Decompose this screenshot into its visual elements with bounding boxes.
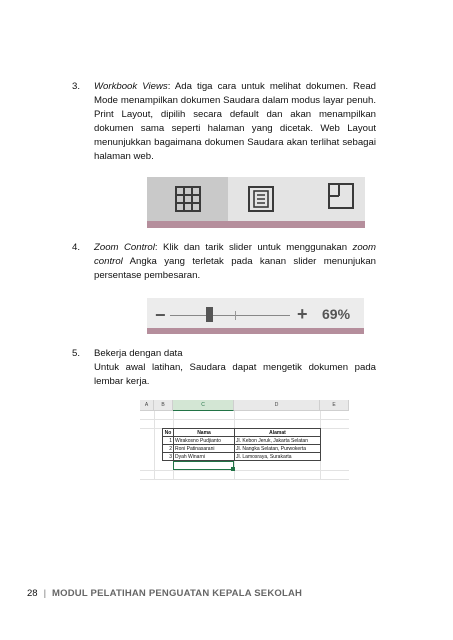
paragraph: Untuk awal latihan, Saudara dapat mengetik dokumen pada lembar kerja. xyxy=(94,362,376,387)
list-number: 3. xyxy=(72,81,81,92)
fill-handle[interactable] xyxy=(231,467,235,471)
zoom-out-button[interactable]: − xyxy=(155,305,166,325)
grid-line xyxy=(140,479,349,480)
term-italic: zoom control xyxy=(94,242,376,267)
grid-line xyxy=(140,470,349,471)
spreadsheet-grid xyxy=(140,400,349,480)
cell-nama[interactable]: Dyah Winarni xyxy=(174,453,235,461)
column-header-e[interactable]: E xyxy=(320,400,349,411)
footer-title: MODUL PELATIHAN PENGUATAN KEPALA SEKOLAH xyxy=(52,588,303,599)
zoom-slider-thumb[interactable] xyxy=(206,307,213,322)
list-item-workbook-views xyxy=(72,80,376,164)
footer-separator: | xyxy=(43,588,47,599)
column-header-a[interactable]: A xyxy=(140,400,154,411)
cell-nama[interactable]: Wirakosno Pudjianto xyxy=(174,437,235,445)
accent-strip xyxy=(147,328,364,334)
list-number: 5. xyxy=(72,348,81,359)
term-italic: Workbook Views xyxy=(94,81,168,92)
table-row xyxy=(163,445,321,453)
cell-no[interactable]: 3 xyxy=(163,453,174,461)
paragraph xyxy=(94,80,376,164)
cell-alamat[interactable]: Jl. Kebon Jeruk, Jakarta Selatan xyxy=(235,437,321,445)
page-layout-icon[interactable] xyxy=(248,186,274,212)
paragraph-text: Angka yang terletak pada kanan slider menunjukan persentase pembesaran. xyxy=(94,256,376,281)
paragraph-text: : Ada tiga cara untuk melihat dokumen. Read Mode menampilkan dokumen Saudara dalam modus layar penuh. Print Layout, dipilih secara default dan akan menampilkan dokumen sama seperti halaman yang dicetak. Web Layout menunjukkan bagaimana dokumen Saudara akan terlihat sebagai halaman web. xyxy=(94,81,376,162)
cell-nama[interactable]: Roni Patinasarani xyxy=(174,445,235,453)
cell-alamat[interactable]: Jl. Nangka Selatan, Purwokerta xyxy=(235,445,321,453)
page-footer xyxy=(27,588,302,599)
normal-view-grid-icon xyxy=(175,186,201,212)
paragraph xyxy=(94,241,376,283)
zoom-in-button[interactable]: + xyxy=(297,304,308,324)
column-header-d[interactable]: D xyxy=(234,400,320,411)
list-item-zoom-control xyxy=(72,241,376,283)
table-header-row xyxy=(163,429,321,437)
workbook-views-bar xyxy=(147,177,365,228)
cell-no[interactable]: 1 xyxy=(163,437,174,445)
data-table xyxy=(162,428,321,461)
selected-cell[interactable] xyxy=(173,461,234,470)
header-cell[interactable]: No xyxy=(163,429,174,437)
page-break-preview-icon[interactable] xyxy=(328,183,354,209)
cell-alamat[interactable]: Jl. Lamosraya, Surakarta xyxy=(235,453,321,461)
list-heading: Bekerja dengan data xyxy=(94,348,183,359)
accent-strip xyxy=(147,221,365,228)
column-header-c[interactable]: C xyxy=(173,400,234,411)
zoom-slider-track[interactable] xyxy=(170,315,290,316)
cell-no[interactable]: 2 xyxy=(163,445,174,453)
page-number: 28 xyxy=(27,588,38,599)
header-cell[interactable]: Nama xyxy=(174,429,235,437)
grid-line xyxy=(140,419,349,420)
zoom-slider-center-tick xyxy=(235,311,236,320)
normal-view-button[interactable] xyxy=(147,177,228,221)
table-row xyxy=(163,453,321,461)
list-item-bekerja-dengan-data xyxy=(72,347,376,389)
zoom-percent-label[interactable]: 69% xyxy=(322,306,351,322)
table-row xyxy=(163,437,321,445)
column-header-b[interactable]: B xyxy=(154,400,173,411)
zoom-control-bar xyxy=(147,298,364,334)
header-cell[interactable]: Alamat xyxy=(235,429,321,437)
paragraph-text: : Klik dan tarik slider untuk menggunakan xyxy=(154,242,353,253)
list-number: 4. xyxy=(72,242,81,253)
term-italic: Zoom Control xyxy=(94,242,155,253)
